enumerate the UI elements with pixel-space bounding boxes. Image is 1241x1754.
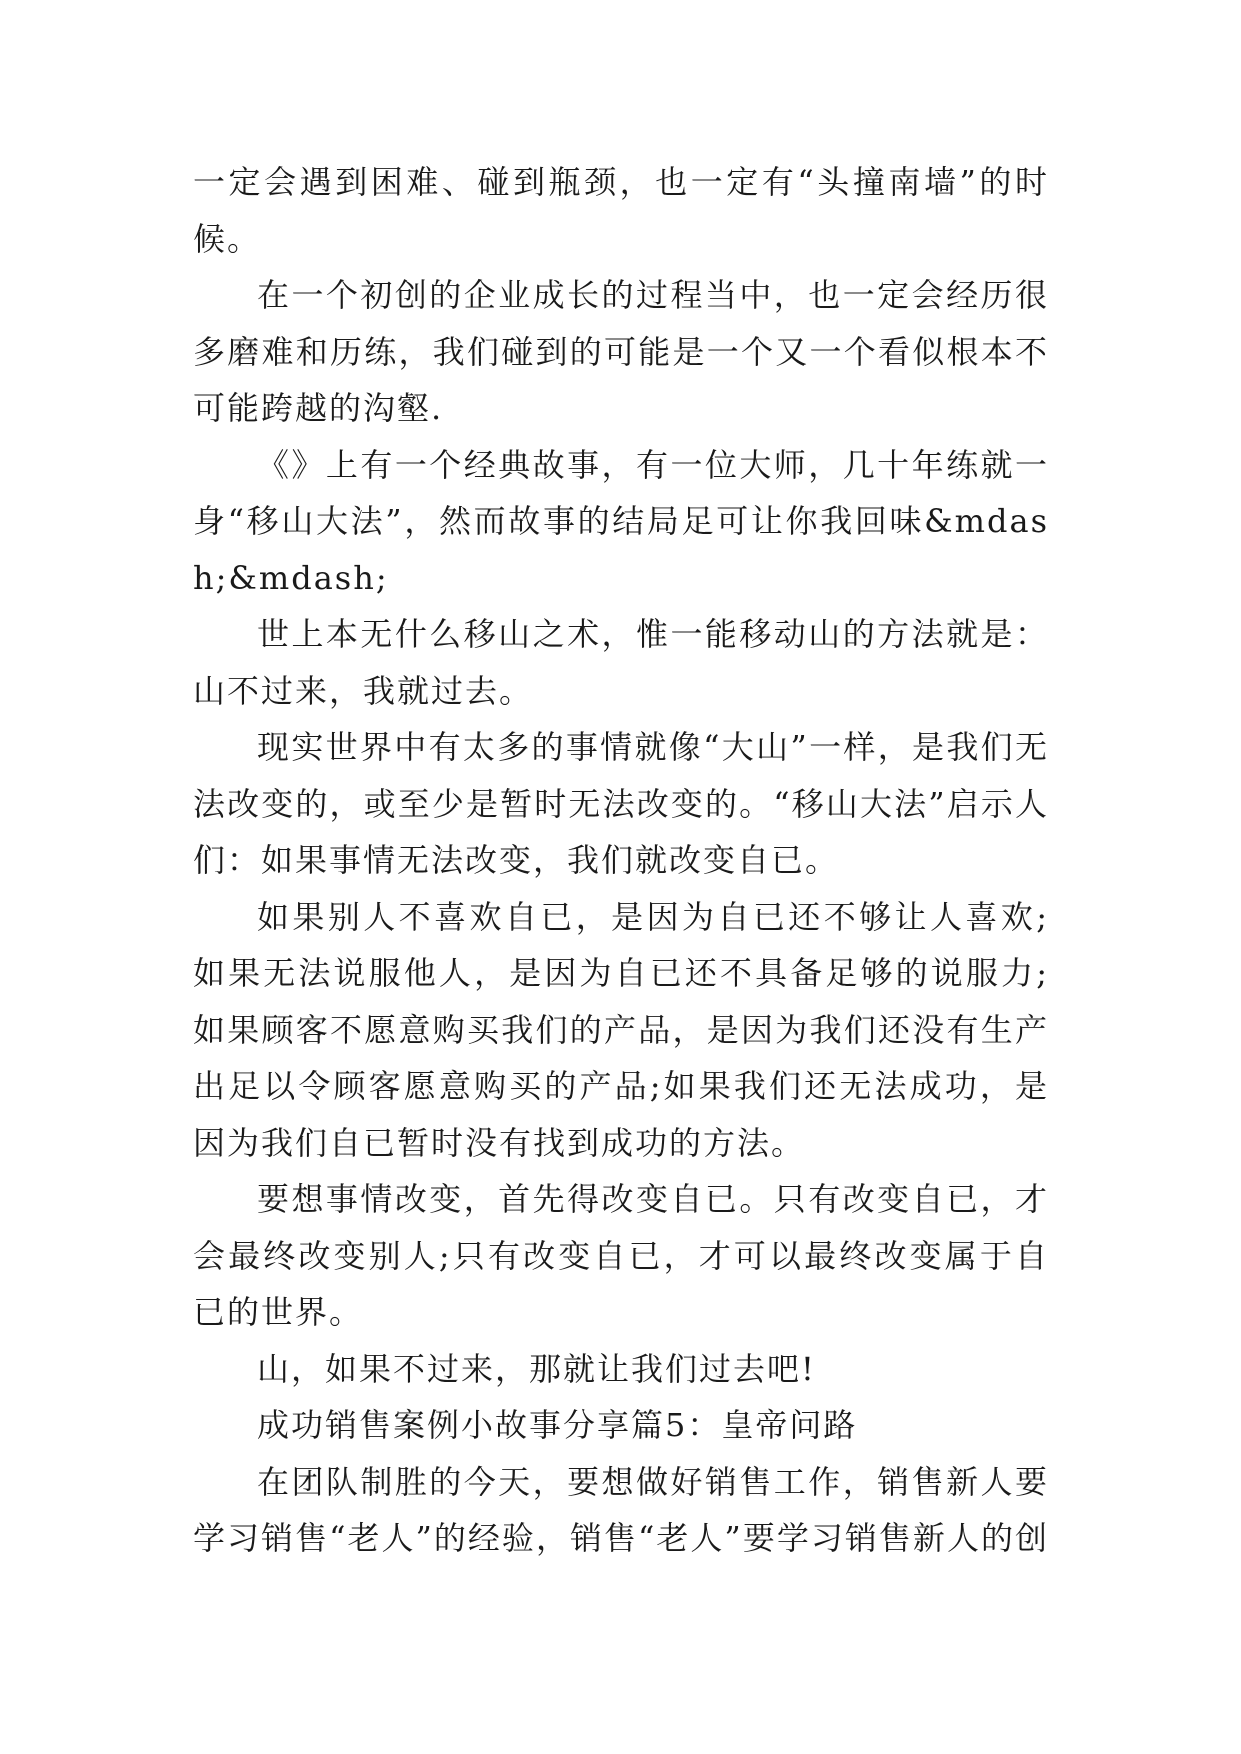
paragraph: 《》上有一个经典故事，有一位大师，几十年练就一身“移山大法”，然而故事的结局足可让你我回味&mdash;&mdash;: [193, 445, 1049, 597]
paragraph: 现实世界中有太多的事情就像“大山”一样，是我们无法改变的，或至少是暂时无法改变的。“移山大法”启示人们：如果事情无法改变，我们就改变自已。: [193, 728, 1049, 879]
paragraph: 要想事情改变，首先得改变自已。只有改变自已，才会最终改变别人;只有改变自已，才可以最终改变属于自已的世界。: [193, 1180, 1049, 1331]
paragraph: 世上本无什么移山之术，惟一能移动山的方法就是：山不过来，我就过去。: [193, 615, 1049, 710]
paragraph-truncated: 在团队制胜的今天，要想做好销售工作，销售新人要学习销售“老人”的经验，销售“老人”要学习销售新人的创: [193, 1462, 1049, 1557]
paragraph-continued: 一定会遇到困难、碰到瓶颈，也一定有“头撞南墙”的时候。: [193, 163, 1049, 258]
paragraph: 山，如果不过来，那就让我们过去吧!: [257, 1349, 816, 1388]
paragraph: 如果别人不喜欢自已，是因为自已还不够让人喜欢;如果无法说服他人，是因为自已还不具备足够的说服力;如果顾客不愿意购买我们的产品，是因为我们还没有生产出足以令顾客愿意购买的产品;如果我们还无法成功，是因为我们自已暂时没有找到成功的方法。: [193, 897, 1049, 1162]
section-heading: 成功销售案例小故事分享篇5：皇帝问路: [257, 1406, 858, 1444]
paragraph: 在一个初创的企业成长的过程当中，也一定会经历很多磨难和历练，我们碰到的可能是一个又一个看似根本不可能跨越的沟壑.: [193, 276, 1049, 427]
document-body: [193, 154, 1049, 1567]
